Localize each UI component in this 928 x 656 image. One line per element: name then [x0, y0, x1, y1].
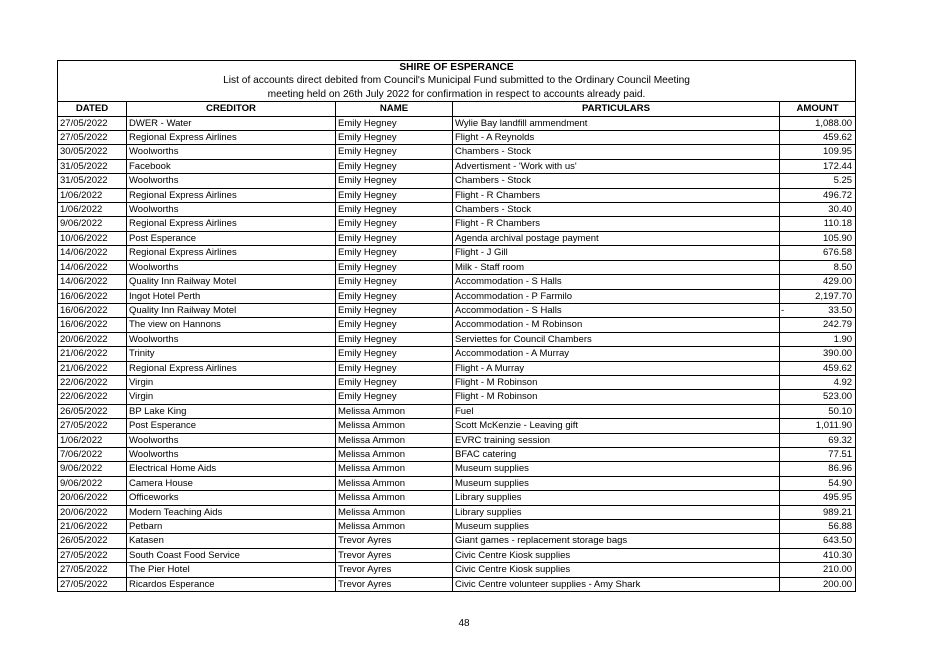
amount-value: 523.00 [823, 391, 853, 403]
cell-dated: 14/06/2022 [58, 260, 127, 274]
subtitle-row-1 [58, 74, 856, 87]
cell-dated: 31/05/2022 [58, 174, 127, 188]
cell-dated: 20/06/2022 [58, 505, 127, 519]
cell-creditor: Woolworths [127, 447, 336, 461]
cell-name: Melissa Ammon [336, 433, 453, 447]
page-number: 48 [458, 618, 470, 629]
amount-value: 2,197.70 [815, 290, 853, 302]
cell-name: Trevor Ayres [336, 548, 453, 562]
cell-particulars: Fuel [453, 404, 780, 418]
cell-amount [780, 505, 856, 519]
amount-value: 110.18 [823, 218, 853, 230]
amount-value: 50.10 [828, 405, 853, 417]
cell-dated: 21/06/2022 [58, 347, 127, 361]
cell-amount [780, 145, 856, 159]
cell-amount [780, 491, 856, 505]
cell-amount [780, 231, 856, 245]
amount-value: 77.51 [828, 448, 853, 460]
cell-creditor: Woolworths [127, 260, 336, 274]
table-row [58, 433, 856, 447]
table-row [58, 303, 856, 317]
table-row [58, 404, 856, 418]
cell-name: Emily Hegney [336, 347, 453, 361]
cell-amount [780, 563, 856, 577]
amount-value: 429.00 [823, 276, 853, 288]
cell-amount [780, 361, 856, 375]
cell-particulars: BFAC catering [453, 447, 780, 461]
table-row [58, 548, 856, 562]
cell-name: Emily Hegney [336, 318, 453, 332]
amount-value: 105.90 [823, 232, 853, 244]
cell-amount [780, 419, 856, 433]
accounts-document [57, 60, 855, 592]
cell-amount [780, 520, 856, 534]
cell-particulars: Milk - Staff room [453, 260, 780, 274]
cell-particulars: Scott McKenzie - Leaving gift [453, 419, 780, 433]
amount-value: 643.50 [823, 535, 853, 547]
cell-particulars: Advertisment - 'Work with us' [453, 159, 780, 173]
amount-value: 200.00 [823, 578, 853, 590]
cell-particulars: Accommodation - P Farmilo [453, 289, 780, 303]
cell-particulars: Chambers - Stock [453, 203, 780, 217]
cell-creditor: South Coast Food Service [127, 548, 336, 562]
cell-creditor: Virgin [127, 390, 336, 404]
cell-dated: 27/05/2022 [58, 563, 127, 577]
amount-value: 33.50 [828, 304, 853, 316]
document-subtitle-line1: List of accounts direct debited from Council's Municipal Fund submitted to the Ordinary Council Meeting [58, 74, 856, 87]
cell-amount [780, 577, 856, 591]
cell-particulars: Flight - J Gill [453, 246, 780, 260]
cell-dated: 16/06/2022 [58, 289, 127, 303]
cell-creditor: Regional Express Airlines [127, 188, 336, 202]
cell-amount [780, 462, 856, 476]
table-body [58, 116, 856, 591]
cell-amount [780, 203, 856, 217]
cell-amount [780, 548, 856, 562]
table-row [58, 563, 856, 577]
amount-value: 5.25 [833, 175, 853, 187]
cell-dated: 27/05/2022 [58, 548, 127, 562]
cell-creditor: Ricardos Esperance [127, 577, 336, 591]
column-header-name: NAME [336, 102, 453, 116]
cell-dated: 9/06/2022 [58, 462, 127, 476]
cell-amount [780, 332, 856, 346]
cell-creditor: The Pier Hotel [127, 563, 336, 577]
cell-dated: 14/06/2022 [58, 246, 127, 260]
cell-name: Melissa Ammon [336, 419, 453, 433]
cell-dated: 16/06/2022 [58, 318, 127, 332]
cell-creditor: Regional Express Airlines [127, 361, 336, 375]
table-row [58, 260, 856, 274]
cell-name: Emily Hegney [336, 332, 453, 346]
cell-dated: 22/06/2022 [58, 375, 127, 389]
cell-name: Emily Hegney [336, 231, 453, 245]
table-row [58, 419, 856, 433]
cell-particulars: Civic Centre volunteer supplies - Amy Shark [453, 577, 780, 591]
cell-name: Trevor Ayres [336, 534, 453, 548]
cell-particulars: EVRC training session [453, 433, 780, 447]
cell-amount [780, 318, 856, 332]
amount-value: 109.95 [823, 146, 853, 158]
cell-creditor: DWER - Water [127, 116, 336, 130]
cell-creditor: Electrical Home Aids [127, 462, 336, 476]
table-row [58, 217, 856, 231]
column-header-dated: DATED [58, 102, 127, 116]
table-row [58, 375, 856, 389]
amount-value: 86.96 [828, 463, 853, 475]
cell-dated: 16/06/2022 [58, 303, 127, 317]
cell-particulars: Museum supplies [453, 476, 780, 490]
cell-particulars: Agenda archival postage payment [453, 231, 780, 245]
column-header-row [58, 102, 856, 116]
cell-name: Melissa Ammon [336, 491, 453, 505]
cell-creditor: Modern Teaching Aids [127, 505, 336, 519]
cell-dated: 7/06/2022 [58, 447, 127, 461]
cell-creditor: The view on Hannons [127, 318, 336, 332]
cell-creditor: Regional Express Airlines [127, 246, 336, 260]
cell-creditor: Woolworths [127, 174, 336, 188]
cell-amount [780, 217, 856, 231]
amount-value: 676.58 [823, 247, 853, 259]
column-header-creditor: CREDITOR [127, 102, 336, 116]
cell-amount [780, 289, 856, 303]
cell-particulars: Accommodation - M Robinson [453, 318, 780, 332]
cell-dated: 21/06/2022 [58, 520, 127, 534]
table-row [58, 505, 856, 519]
table-row [58, 318, 856, 332]
cell-particulars: Wylie Bay landfill ammendment [453, 116, 780, 130]
cell-dated: 27/05/2022 [58, 577, 127, 591]
amount-value: 8.50 [833, 261, 853, 273]
cell-creditor: Katasen [127, 534, 336, 548]
amount-value: 496.72 [823, 189, 853, 201]
cell-creditor: Post Esperance [127, 231, 336, 245]
cell-name: Emily Hegney [336, 116, 453, 130]
cell-dated: 26/05/2022 [58, 404, 127, 418]
cell-name: Emily Hegney [336, 260, 453, 274]
column-header-amount: AMOUNT [780, 102, 856, 116]
document-subtitle-line2: meeting held on 26th July 2022 for confirmation in respect to accounts already paid. [58, 88, 856, 102]
cell-amount [780, 534, 856, 548]
table-row [58, 447, 856, 461]
cell-amount [780, 375, 856, 389]
table-row [58, 491, 856, 505]
amount-value: 210.00 [823, 564, 853, 576]
cell-amount [780, 303, 856, 317]
cell-name: Emily Hegney [336, 203, 453, 217]
amount-value: 242.79 [823, 319, 853, 331]
accounts-table [57, 60, 856, 592]
cell-amount [780, 275, 856, 289]
cell-name: Emily Hegney [336, 131, 453, 145]
table-row [58, 145, 856, 159]
cell-name: Melissa Ammon [336, 520, 453, 534]
table-row [58, 275, 856, 289]
cell-creditor: Post Esperance [127, 419, 336, 433]
cell-particulars: Accommodation - S Halls [453, 275, 780, 289]
cell-particulars: Library supplies [453, 491, 780, 505]
cell-amount [780, 188, 856, 202]
cell-name: Melissa Ammon [336, 476, 453, 490]
cell-name: Trevor Ayres [336, 577, 453, 591]
amount-value: 54.90 [828, 477, 853, 489]
column-header-particulars: PARTICULARS [453, 102, 780, 116]
cell-name: Emily Hegney [336, 303, 453, 317]
cell-dated: 20/06/2022 [58, 491, 127, 505]
cell-particulars: Giant games - replacement storage bags [453, 534, 780, 548]
cell-amount [780, 390, 856, 404]
amount-value: 4.92 [833, 376, 853, 388]
table-row [58, 520, 856, 534]
cell-name: Emily Hegney [336, 217, 453, 231]
table-row [58, 347, 856, 361]
cell-name: Melissa Ammon [336, 462, 453, 476]
cell-particulars: Chambers - Stock [453, 174, 780, 188]
cell-particulars: Flight - R Chambers [453, 188, 780, 202]
cell-amount [780, 159, 856, 173]
cell-name: Emily Hegney [336, 145, 453, 159]
cell-particulars: Serviettes for Council Chambers [453, 332, 780, 346]
cell-creditor: Petbarn [127, 520, 336, 534]
cell-amount [780, 447, 856, 461]
table-row [58, 361, 856, 375]
cell-dated: 14/06/2022 [58, 275, 127, 289]
table-row [58, 534, 856, 548]
table-row [58, 203, 856, 217]
cell-name: Emily Hegney [336, 361, 453, 375]
cell-name: Emily Hegney [336, 246, 453, 260]
cell-dated: 30/05/2022 [58, 145, 127, 159]
cell-creditor: Trinity [127, 347, 336, 361]
cell-creditor: Officeworks [127, 491, 336, 505]
cell-particulars: Chambers - Stock [453, 145, 780, 159]
table-row [58, 116, 856, 130]
cell-creditor: Ingot Hotel Perth [127, 289, 336, 303]
amount-value: 390.00 [823, 348, 853, 360]
cell-dated: 1/06/2022 [58, 433, 127, 447]
cell-name: Trevor Ayres [336, 563, 453, 577]
amount-value: 410.30 [823, 549, 853, 561]
cell-amount [780, 433, 856, 447]
table-row [58, 462, 856, 476]
cell-name: Emily Hegney [336, 188, 453, 202]
cell-amount [780, 347, 856, 361]
cell-dated: 21/06/2022 [58, 361, 127, 375]
cell-name: Melissa Ammon [336, 404, 453, 418]
cell-particulars: Flight - M Robinson [453, 390, 780, 404]
cell-dated: 27/05/2022 [58, 116, 127, 130]
amount-value: 1.90 [833, 333, 853, 345]
cell-particulars: Library supplies [453, 505, 780, 519]
cell-amount [780, 131, 856, 145]
cell-creditor: BP Lake King [127, 404, 336, 418]
cell-creditor: Camera House [127, 476, 336, 490]
cell-particulars: Flight - A Reynolds [453, 131, 780, 145]
table-row [58, 390, 856, 404]
amount-value: 30.40 [828, 204, 853, 216]
table-row [58, 246, 856, 260]
cell-particulars: Accommodation - S Halls [453, 303, 780, 317]
cell-creditor: Virgin [127, 375, 336, 389]
cell-creditor: Facebook [127, 159, 336, 173]
table-row [58, 476, 856, 490]
table-row [58, 231, 856, 245]
cell-amount [780, 260, 856, 274]
cell-particulars: Flight - M Robinson [453, 375, 780, 389]
cell-particulars: Civic Centre Kiosk supplies [453, 563, 780, 577]
amount-value: 172.44 [823, 160, 853, 172]
cell-creditor: Regional Express Airlines [127, 217, 336, 231]
table-row [58, 159, 856, 173]
cell-name: Melissa Ammon [336, 447, 453, 461]
cell-dated: 22/06/2022 [58, 390, 127, 404]
amount-value: 495.95 [823, 492, 853, 504]
amount-value: 989.21 [823, 506, 853, 518]
cell-name: Emily Hegney [336, 275, 453, 289]
document-title: SHIRE OF ESPERANCE [58, 61, 856, 75]
amount-value: 69.32 [828, 434, 853, 446]
cell-creditor: Woolworths [127, 433, 336, 447]
cell-creditor: Woolworths [127, 203, 336, 217]
cell-creditor: Woolworths [127, 145, 336, 159]
cell-name: Emily Hegney [336, 174, 453, 188]
cell-particulars: Civic Centre Kiosk supplies [453, 548, 780, 562]
cell-particulars: Museum supplies [453, 462, 780, 476]
cell-dated: 20/06/2022 [58, 332, 127, 346]
cell-dated: 1/06/2022 [58, 188, 127, 202]
cell-name: Melissa Ammon [336, 505, 453, 519]
cell-amount [780, 476, 856, 490]
cell-amount [780, 116, 856, 130]
amount-prefix: - [781, 304, 785, 316]
cell-dated: 27/05/2022 [58, 131, 127, 145]
amount-value: 1,088.00 [815, 117, 853, 129]
cell-dated: 1/06/2022 [58, 203, 127, 217]
cell-name: Emily Hegney [336, 159, 453, 173]
cell-dated: 27/05/2022 [58, 419, 127, 433]
cell-dated: 10/06/2022 [58, 231, 127, 245]
table-row [58, 131, 856, 145]
table-row [58, 174, 856, 188]
cell-name: Emily Hegney [336, 375, 453, 389]
cell-dated: 31/05/2022 [58, 159, 127, 173]
table-row [58, 577, 856, 591]
amount-value: 56.88 [828, 521, 853, 532]
cell-dated: 26/05/2022 [58, 534, 127, 548]
title-row [58, 61, 856, 75]
cell-creditor: Quality Inn Railway Motel [127, 275, 336, 289]
cell-creditor: Quality Inn Railway Motel [127, 303, 336, 317]
cell-particulars: Museum supplies [453, 520, 780, 534]
cell-amount [780, 174, 856, 188]
cell-name: Emily Hegney [336, 390, 453, 404]
table-row [58, 289, 856, 303]
cell-amount [780, 404, 856, 418]
cell-creditor: Regional Express Airlines [127, 131, 336, 145]
cell-particulars: Flight - A Murray [453, 361, 780, 375]
table-row [58, 188, 856, 202]
cell-dated: 9/06/2022 [58, 476, 127, 490]
subtitle-row-2 [58, 88, 856, 102]
cell-particulars: Accommodation - A Murray [453, 347, 780, 361]
amount-value: 459.62 [823, 362, 853, 374]
cell-particulars: Flight - R Chambers [453, 217, 780, 231]
cell-creditor: Woolworths [127, 332, 336, 346]
cell-amount [780, 246, 856, 260]
cell-dated: 9/06/2022 [58, 217, 127, 231]
cell-name: Emily Hegney [336, 289, 453, 303]
amount-value: 459.62 [823, 132, 853, 144]
table-row [58, 332, 856, 346]
amount-value: 1,011.90 [815, 420, 853, 432]
